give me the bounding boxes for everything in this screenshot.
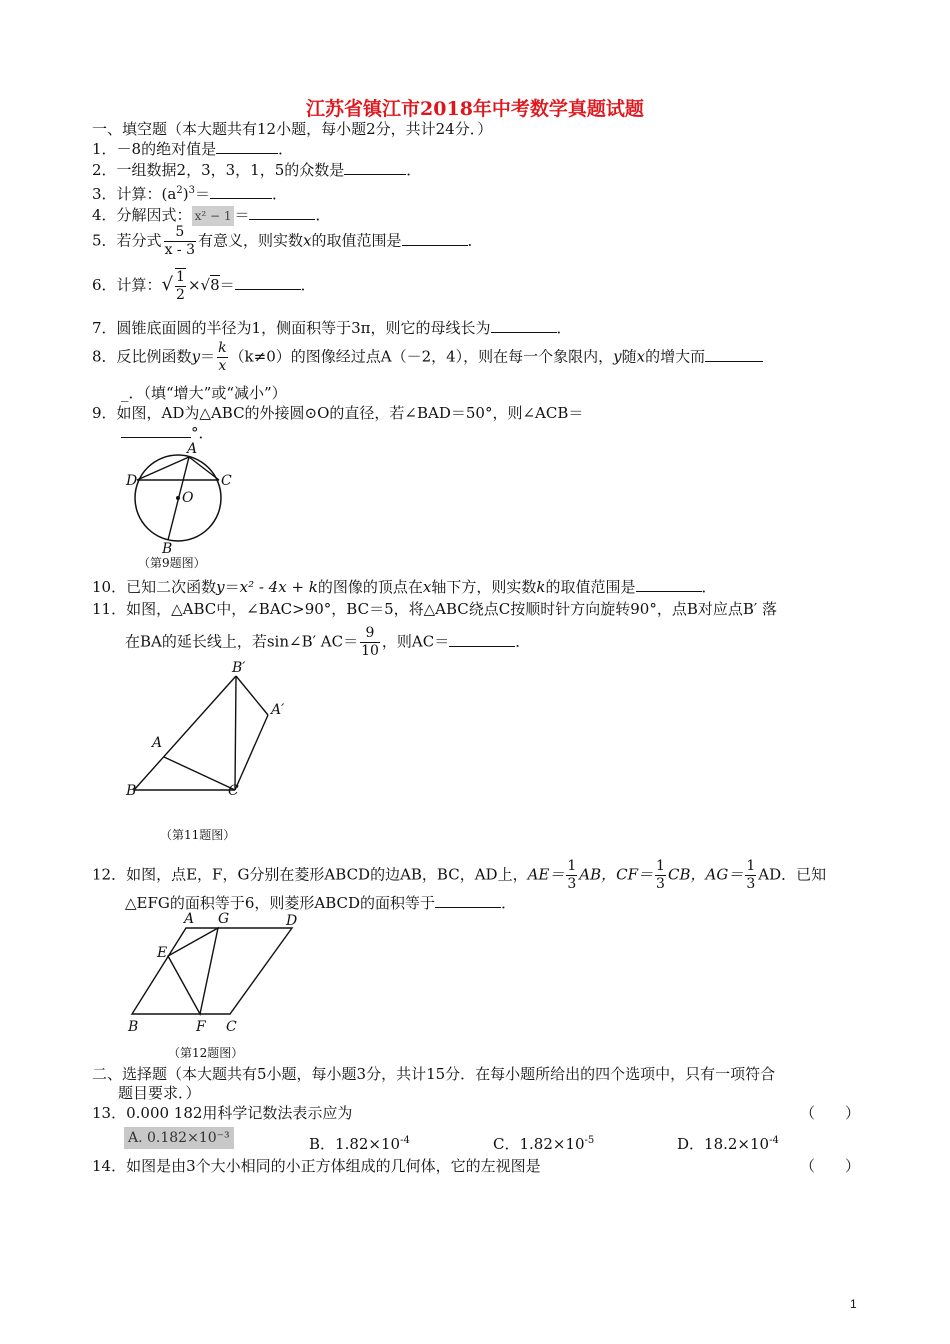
question-10: 10．已知二次函数y＝x² - 4x + k的图像的顶点在x轴下方，则实数k的取值范围是 ．: [92, 578, 717, 596]
label-d: D: [126, 473, 138, 489]
question-7: 7．圆锥底面圆的半径为1，侧面积等于3π，则它的母线长为 ．: [92, 319, 572, 337]
label-b: B: [162, 541, 173, 557]
label-c: C: [226, 1019, 237, 1035]
question-14: 14．如图是由3个大小相同的小正方体组成的几何体，它的左视图是: [92, 1157, 541, 1175]
section1-heading: 一、填空题（本大题共有12小题，每小题2分，共计24分．）: [92, 120, 493, 138]
option-c[interactable]: C．$1.82\times 10^{-5}$: [493, 1135, 595, 1153]
segment-ad: [137, 457, 189, 480]
answer-blank[interactable]: [491, 318, 557, 333]
rhombus-abcd: [132, 928, 292, 1014]
label-a: A: [187, 441, 198, 457]
label-aprime: A′: [271, 702, 285, 718]
question-11: 11．如图，△ABC中，∠BAC>90°，BC＝5，将△ABC绕点C按顺时针方向旋转90°，点B对应点B′ 落: [92, 600, 778, 618]
label-c: C: [228, 783, 239, 799]
segment-aprime-c: [235, 715, 268, 790]
section2-heading-line2: 题目要求．）: [118, 1084, 201, 1102]
section2-heading: 二、选择题（本大题共有5小题，每小题3分，共计15分．在每小题所给出的四个选项中，只有一项符合: [92, 1065, 776, 1083]
page-title: 江苏省镇江市2018年中考数学真题试题: [306, 98, 644, 120]
question-4: 4．分解因式： x² − 1 ＝ ．: [92, 206, 331, 224]
figure-11-caption: （第11题图）: [160, 828, 236, 842]
answer-blank[interactable]: [235, 275, 301, 290]
question-9: 9．如图，AD为△ABC的外接圆⊙O的直径，若∠BAD＝50°，则∠ACB＝: [92, 404, 584, 422]
segment-ac: [189, 457, 219, 480]
answer-blank[interactable]: [210, 184, 272, 199]
figure-12-rhombus: [122, 906, 312, 1036]
center-point: [176, 496, 180, 500]
question-12-line2: △EFG的面积等于6，则菱形ABCD的面积等于 ．: [125, 894, 517, 912]
question-11-line2: 在BA的延长线上，若sin∠B′ AC＝ $\frac{9}{10}$ ，则AC＝ ．: [125, 625, 531, 659]
question-2: 2．一组数据2，3，3，1，5的众数是 ．: [92, 161, 422, 179]
segment-ac: [164, 757, 235, 790]
question-8: 8．反比例函数y＝ $\frac{k}{x}$ （k≠0）的图像经过点A（－2，4），则在每一个象限内，y随x的增大而: [92, 340, 763, 375]
figure-9-caption: （第9题图）: [138, 556, 206, 570]
label-f: F: [196, 1019, 206, 1035]
scanned-expression: x² − 1: [192, 206, 235, 226]
answer-blank[interactable]: [449, 632, 515, 647]
question-6: 6．计算：√ $\frac{1}{2}$ ×√8＝ ．: [92, 269, 316, 303]
answer-paren-13[interactable]: （ ）: [800, 1104, 861, 1122]
option-a[interactable]: A. 0.182×10⁻³: [124, 1127, 234, 1149]
label-d: D: [286, 913, 298, 929]
option-d[interactable]: D．$18.2\times 10^{-4}$: [677, 1135, 779, 1153]
question-9-line2: °．: [121, 423, 214, 443]
page-number: 1: [850, 1297, 857, 1311]
label-a: A: [152, 735, 163, 751]
option-b[interactable]: B．$1.82\times 10^{-4}$: [309, 1135, 410, 1153]
segment-bprime-c: [235, 676, 236, 790]
label-a: A: [184, 911, 195, 927]
answer-paren-14[interactable]: （ ）: [800, 1157, 861, 1175]
answer-blank[interactable]: [705, 347, 763, 362]
label-o: O: [182, 490, 194, 506]
label-bprime: B′: [232, 660, 246, 676]
answer-blank[interactable]: [636, 577, 702, 592]
segment-bprime-aprime: [236, 676, 268, 715]
question-12: 12．如图，点E，F，G分别在菱形ABCD的边AB，BC，AD上，AE＝ $\frac{1}{3}$ AB，CF＝ $\frac{1}{3}$ CB，AG＝ $\frac{1}{3}$ AD．已知: [92, 858, 827, 892]
question-13: 13．0.000 182用科学记数法表示应为: [92, 1104, 353, 1122]
answer-blank[interactable]: [249, 205, 315, 220]
question-1: 1．－8的绝对值是 ．: [92, 140, 294, 158]
answer-blank[interactable]: [121, 423, 191, 438]
answer-blank[interactable]: [435, 893, 501, 908]
label-e: E: [157, 945, 168, 961]
label-c: C: [221, 473, 232, 489]
triangle-efg: [168, 928, 218, 1014]
answer-blank[interactable]: [402, 231, 468, 246]
figure-12-caption: （第12题图）: [168, 1046, 244, 1060]
question-3: 3．计算：$(a^2)^3=$ ．: [92, 185, 287, 203]
answer-blank[interactable]: [344, 160, 406, 175]
figure-11-triangles: [122, 658, 302, 803]
segment-bbprime: [134, 676, 236, 790]
question-5: 5．若分式 $\frac{5}{x - 3}$ 有意义，则实数x的取值范围是 ．: [92, 224, 483, 258]
question-8-line2: _．（填“增大”或“减小”）: [121, 384, 287, 402]
label-g: G: [218, 911, 230, 927]
label-b: B: [128, 1019, 139, 1035]
answer-blank[interactable]: [216, 139, 278, 154]
label-b: B: [126, 783, 137, 799]
